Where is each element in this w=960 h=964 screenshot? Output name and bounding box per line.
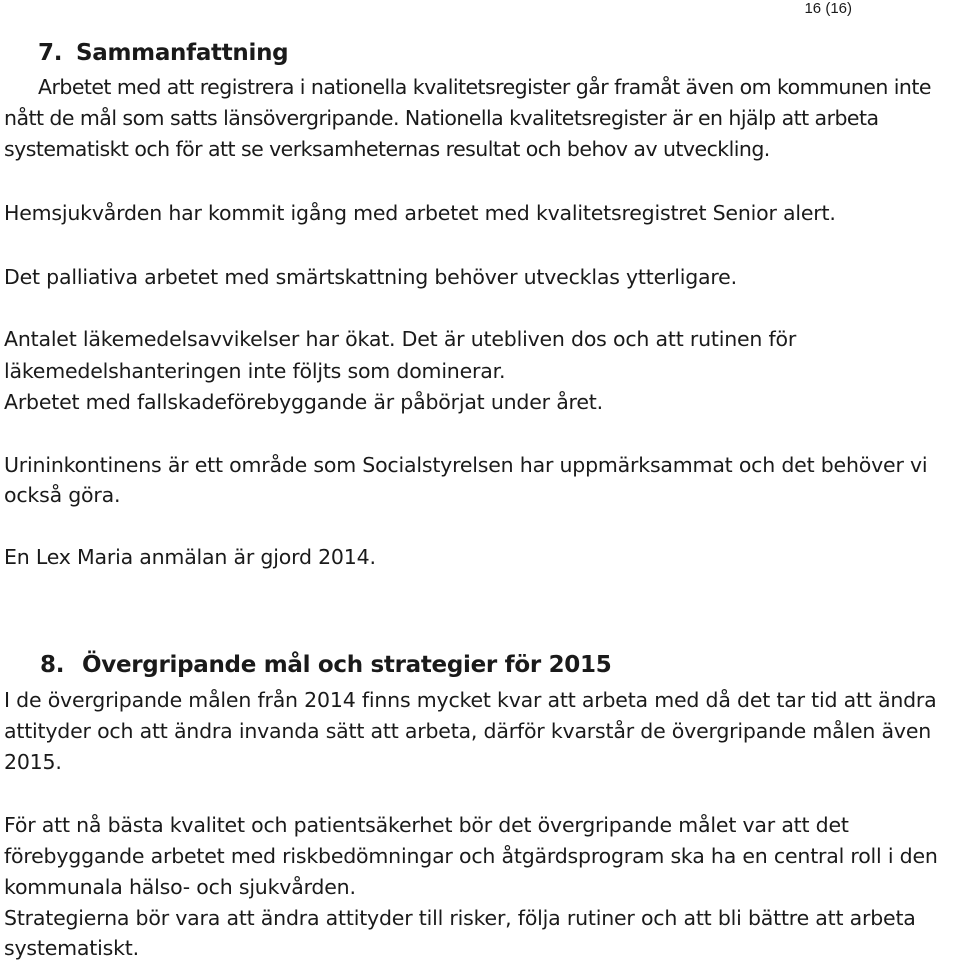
paragraph-line: Antalet läkemedelsavvikelser har ökat. Det är utebliven dos och att rutinen för bbox=[4, 327, 797, 351]
paragraph-line: Arbetet med att registrera i nationella kvalitetsregister går framåt även om kommunen inte bbox=[38, 75, 931, 99]
paragraph-line: Urininkontinens är ett område som Socialstyrelsen har uppmärksammat och det behöver vi bbox=[4, 453, 928, 477]
paragraph-line: En Lex Maria anmälan är gjord 2014. bbox=[4, 545, 376, 569]
paragraph-line: också göra. bbox=[4, 483, 121, 507]
section-8-title: Övergripande mål och strategier för 2015 bbox=[82, 652, 612, 678]
section-7-number: 7. bbox=[38, 40, 63, 66]
paragraph-line: förebyggande arbetet med riskbedömningar och åtgärdsprogram ska ha en central roll i den bbox=[4, 844, 938, 868]
paragraph-line: I de övergripande målen från 2014 finns mycket kvar att arbeta med då det tar tid att ändra bbox=[4, 688, 937, 712]
paragraph-line: För att nå bästa kvalitet och patientsäkerhet bör det övergripande målet var att det bbox=[4, 813, 849, 837]
paragraph-line: attityder och att ändra invanda sätt att arbeta, därför kvarstår de övergripande målen även bbox=[4, 719, 932, 743]
paragraph-line: 2015. bbox=[4, 750, 62, 774]
page-number: 16 (16) bbox=[804, 0, 852, 17]
paragraph-line: kommunala hälso- och sjukvården. bbox=[4, 875, 356, 899]
section-7-heading bbox=[38, 38, 288, 68]
paragraph-line: Arbetet med fallskadeförebyggande är påbörjat under året. bbox=[4, 390, 603, 414]
paragraph-line: Det palliativa arbetet med smärtskattning behöver utvecklas ytterligare. bbox=[4, 265, 737, 289]
section-8-heading bbox=[40, 650, 611, 680]
section-8-number: 8. bbox=[40, 652, 65, 678]
paragraph-line: nått de mål som satts länsövergripande. Nationella kvalitetsregister är en hjälp att arbeta bbox=[4, 106, 879, 130]
paragraph-line: systematiskt. bbox=[4, 936, 139, 960]
paragraph-line: Strategierna bör vara att ändra attityder till risker, följa rutiner och att bli bättre att arbeta bbox=[4, 906, 916, 930]
paragraph-line: Hemsjukvården har kommit igång med arbetet med kvalitetsregistret Senior alert. bbox=[4, 201, 836, 225]
section-7-title: Sammanfattning bbox=[76, 40, 289, 66]
paragraph-line: systematiskt och för att se verksamheternas resultat och behov av utveckling. bbox=[4, 137, 770, 161]
paragraph-line: läkemedelshanteringen inte följts som dominerar. bbox=[4, 359, 506, 383]
